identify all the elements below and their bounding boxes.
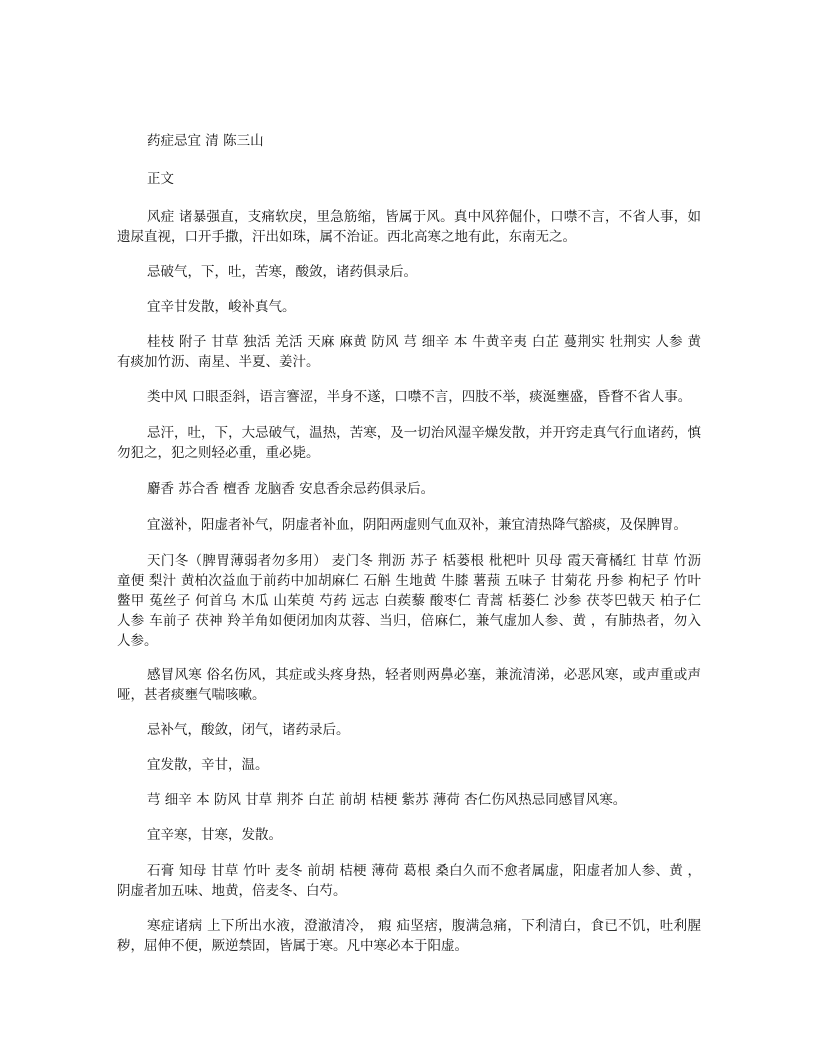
paragraph: 石膏 知母 甘草 竹叶 麦冬 前胡 桔梗 薄荷 葛根 桑白久而不愈者属虚，阳虚者加人参、黄 ，阴虚者加五味、地黄，倍麦冬、白芍。 (117, 863, 701, 899)
paragraph: 忌汗，吐，下，大忌破气，温热，苦寒，及一切治风湿辛燥发散，并开窍走真气行血诸药，慎勿犯之，犯之则轻必重，重必毙。 (117, 425, 701, 461)
paragraph: 忌补气，酸敛，闭气，诸药录后。 (147, 722, 350, 738)
paragraph: 宜滋补，阳虚者补气，阴虚者补血，阴阳两虚则气血双补，兼宜清热降气豁痰，及保脾胃。 (147, 517, 687, 533)
section-heading: 正文 (147, 171, 174, 187)
paragraph: 寒症诸病 上下所出水液，澄澈清冷， 瘕 疝坚痞，腹满急痛，下利清白，食已不饥，吐利腥秽，屈伸不便，厥逆禁固，皆属于寒。凡中寒必本于阳虚。 (117, 918, 701, 954)
paragraph: 天门冬（脾胃薄弱者勿多用） 麦门冬 荆沥 苏子 栝蒌根 枇杷叶 贝母 霞天膏橘红 甘草 竹沥 童便 梨汁 黄柏次益血于前药中加胡麻仁 石斛 生地黄 牛膝 薯蓣 五味子 甘菊花 丹参 枸杞子 竹叶鳖甲 菟丝子 何首乌 木瓜 山茱萸 芍药 远志 白蒺藜 酸枣仁 青蒿 栝蒌仁 沙参 茯苓巴戟天 柏子仁 人参 车前子 茯神 羚羊角如便闭加肉苁蓉、当归，倍麻仁，兼气虚加人参、黄 ，有肺热者，勿入人参。 (117, 553, 701, 649)
paragraph: 忌破气，下，吐，苦寒，酸敛，诸药俱录后。 (147, 264, 417, 280)
paragraph: 感冒风寒 俗名伤风，其症或头疼身热，轻者则两鼻必塞，兼流清涕，必恶风寒，或声重或声哑，甚者痰壅气喘咳嗽。 (117, 667, 701, 703)
paragraph: 桂枝 附子 甘草 独活 羌活 天麻 麻黄 防风 芎 细辛 本 牛黄辛夷 白芷 蔓荆实 牡荆实 人参 黄有痰加竹沥、南星、半夏、姜汁。 (117, 334, 701, 370)
paragraph: 宜辛寒，甘寒，发散。 (147, 827, 282, 843)
paragraph: 类中风 口眼歪斜，语言謇涩，半身不遂，口噤不言，四肢不举，痰涎壅盛，昏瞀不省人事。 (147, 389, 692, 405)
paragraph: 芎 细辛 本 防风 甘草 荆芥 白芷 前胡 桔梗 紫苏 薄荷 杏仁伤风热忌同感冒风寒。 (147, 792, 627, 808)
document-title: 药症忌宜 清 陈三山 (147, 133, 264, 149)
paragraph: 风症 诸暴强直，支痛软戾，里急筋缩，皆属于风。真中风猝倔仆，口噤不言，不省人事，如遗尿直视，口开手撒，汗出如珠，属不治证。西北高寒之地有此，东南无之。 (117, 209, 701, 245)
paragraph: 麝香 苏合香 檀香 龙脑香 安息香余忌药俱录后。 (147, 481, 435, 497)
paragraph: 宜发散，辛甘，温。 (147, 757, 269, 773)
paragraph: 宜辛甘发散，峻补真气。 (147, 299, 296, 315)
